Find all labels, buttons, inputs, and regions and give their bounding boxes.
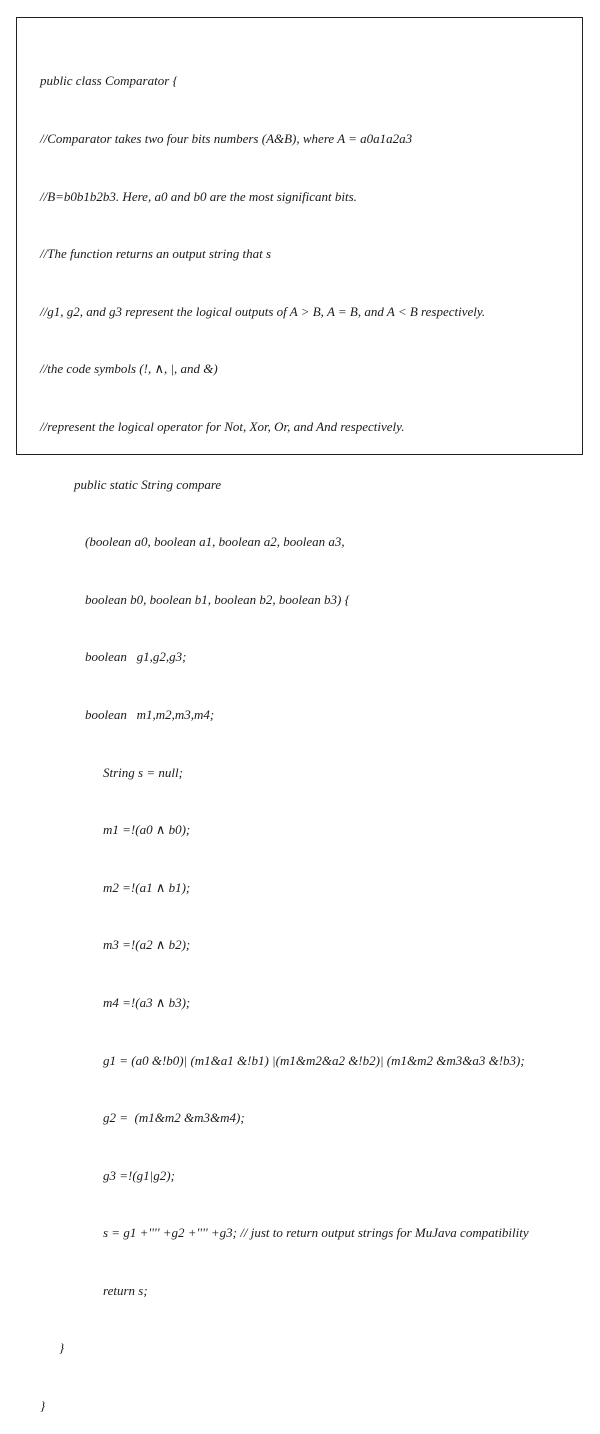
code-listing [40,33,529,1434]
comment-line: //The function returns an output string that s [40,246,272,262]
code-line: s = g1 +'''' +g2 +'''' +g3; // just to return output strings for MuJava compatibility [103,1225,529,1241]
parameter-line: boolean b0, boolean b1, boolean b2, boolean b3) { [85,591,350,607]
code-line: m4 =!(a3 ∧ b3); [103,994,191,1010]
code-line: g2 = (m1&m2 &m3&m4); [103,1110,245,1126]
code-line: public class Comparator { [40,73,178,89]
method-signature-line: public static String compare [74,476,222,492]
code-line: m1 =!(a0 ∧ b0); [103,822,191,838]
comment-line: //Comparator takes two four bits numbers (A&B), where A = a0a1a2a3 [40,131,413,146]
code-line: m2 =!(a1 ∧ b1); [103,879,191,895]
code-line: return s; [103,1282,148,1298]
comment-line: //the code symbols (!, ∧, |, and &) [40,361,218,377]
declaration-line: boolean m1,m2,m3,m4; [85,706,215,722]
closing-brace-line: } [59,1340,65,1356]
parameter-line: (boolean a0, boolean a1, boolean a2, boolean a3, [85,534,345,550]
code-line: String s = null; [103,764,183,780]
code-line: g3 =!(g1|g2); [103,1167,175,1183]
code-line: g1 = (a0 &!b0)| (m1&a1 &!b1) |(m1&m2&a2 &!b2)| (m1&m2 &m3&a3 &!b3); [103,1052,525,1068]
comment-line: //B=b0b1b2b3. Here, a0 and b0 are the most significant bits. [40,188,357,204]
code-line: m3 =!(a2 ∧ b2); [103,937,191,953]
declaration-line: boolean g1,g2,g3; [85,649,187,665]
comment-line: //g1, g2, and g3 represent the logical outputs of A > B, A = B, and A < B respectively. [40,303,486,319]
comment-line: //represent the logical operator for Not, Xor, Or, and And respectively. [40,418,405,434]
closing-brace-line: } [40,1398,46,1414]
